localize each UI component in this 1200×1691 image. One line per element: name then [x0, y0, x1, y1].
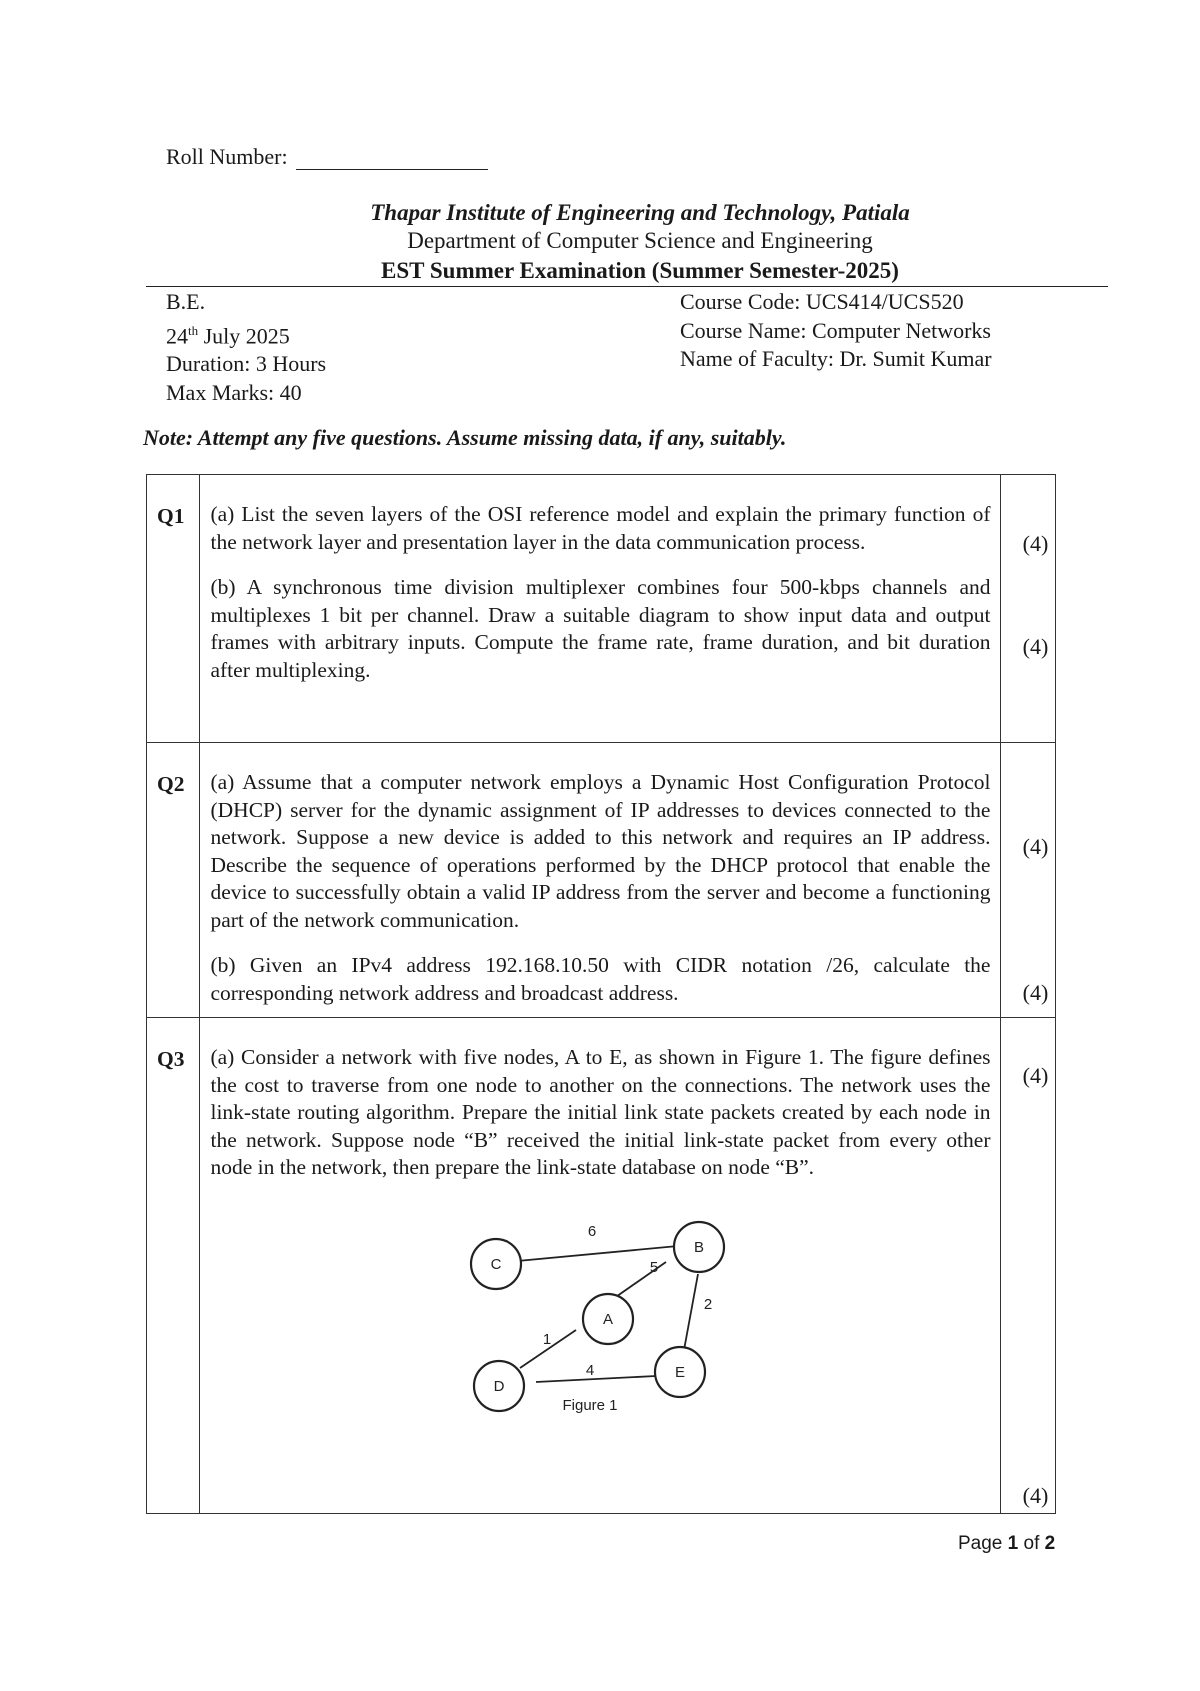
question-row-q2	[147, 743, 1056, 1018]
page-number: Page 1 of 2	[958, 1533, 1056, 1554]
roll-number-blank	[296, 149, 488, 170]
exam-note: Note: Attempt any five questions. Assume missing data, if any, suitably.	[143, 425, 787, 450]
edge-cost-label: 6	[588, 1222, 597, 1240]
question-text	[200, 475, 1001, 743]
marks: (4)	[1022, 980, 1049, 1005]
max-marks: Max Marks: 40	[166, 379, 302, 405]
edge-cost-label: 1	[543, 1330, 552, 1348]
exam-date: 24th July 2025	[166, 322, 290, 348]
faculty-name: Name of Faculty: Dr. Sumit Kumar	[680, 346, 992, 371]
question-row-q1	[147, 475, 1056, 743]
questions-table	[146, 474, 1056, 1514]
question-part: (a) List the seven layers of the OSI reference model and explain the primary function of the network layer and presentation layer in the data communication process.	[210, 502, 991, 554]
course-code: Course Code: UCS414/UCS520	[680, 289, 964, 314]
degree: B.E.	[166, 289, 206, 314]
exam-meta-left	[166, 288, 326, 407]
marks: (4)	[1022, 834, 1049, 859]
roll-number-label: Roll Number:	[166, 144, 288, 169]
department-name: Department of Computer Science and Engineering	[407, 228, 873, 253]
exam-title: EST Summer Examination (Summer Semester-2025)	[381, 258, 899, 283]
marks: (4)	[1022, 1483, 1049, 1508]
marks: (4)	[1022, 1063, 1049, 1088]
node-label: B	[694, 1238, 705, 1256]
course-name: Course Name: Computer Networks	[680, 317, 991, 343]
network-graph-figure	[210, 1210, 990, 1440]
edge-cost-label: 5	[650, 1258, 659, 1276]
duration: Duration: 3 Hours	[166, 351, 327, 377]
header-divider	[146, 286, 1108, 287]
institute-name: Thapar Institute of Engineering and Technology, Patiala	[370, 200, 910, 225]
marks-cell	[1001, 743, 1056, 1018]
question-number: Q3	[147, 1018, 200, 1514]
marks-cell	[1001, 1018, 1056, 1514]
node-label: E	[675, 1363, 686, 1381]
node-label: C	[491, 1255, 502, 1273]
question-part: (a) Assume that a computer network employs a Dynamic Host Configuration Protocol (DHCP) server for the dynamic assignment of IP addresses to devices connected to the network. Suppose a new device is added to this network and requires an IP address. Describe the sequence of operations performed by the DHCP protocol that enable the device to successfully obtain a valid IP address from the server and become a functioning part of the network communication.	[210, 770, 991, 932]
question-number: Q2	[147, 743, 200, 1018]
edge-b-e	[684, 1274, 698, 1350]
figure-caption: Figure 1	[562, 1396, 618, 1414]
marks-cell	[1001, 475, 1056, 743]
marks: (4)	[1022, 634, 1049, 659]
exam-meta-right	[680, 288, 992, 374]
question-part: (a) Consider a network with five nodes, A to E, as shown in Figure 1. The figure defines the cost to traverse from one node to another on the connections. The network uses the link-state routing algorithm. Prepare the initial link state packets created by each node in the network. Suppose node “B” received the initial link-state packet from every other node in the network, then prepare the link-state database on node “B”.	[210, 1045, 991, 1179]
question-number: Q1	[147, 475, 200, 743]
question-part: (b) Given an IPv4 address 192.168.10.50 with CIDR notation /26, calculate the corresponding network address and broadcast address.	[210, 953, 991, 1005]
question-row-q3	[147, 1018, 1056, 1514]
edge-cost-label: 2	[704, 1295, 713, 1313]
marks: (4)	[1022, 531, 1049, 556]
node-label: D	[494, 1377, 505, 1395]
roll-number-field	[166, 144, 488, 170]
question-text	[200, 743, 1001, 1018]
edge-d-e	[536, 1376, 656, 1382]
question-text	[200, 1018, 1001, 1514]
question-part: (b) A synchronous time division multiplexer combines four 500-kbps channels and multiplexes 1 bit per channel. Draw a suitable diagram to show input data and output frames with arbitrary inputs. Compute the frame rate, frame duration, and bit duration after multiplexing.	[210, 575, 991, 682]
node-label: A	[603, 1310, 614, 1328]
edge-cost-label: 4	[586, 1361, 595, 1379]
